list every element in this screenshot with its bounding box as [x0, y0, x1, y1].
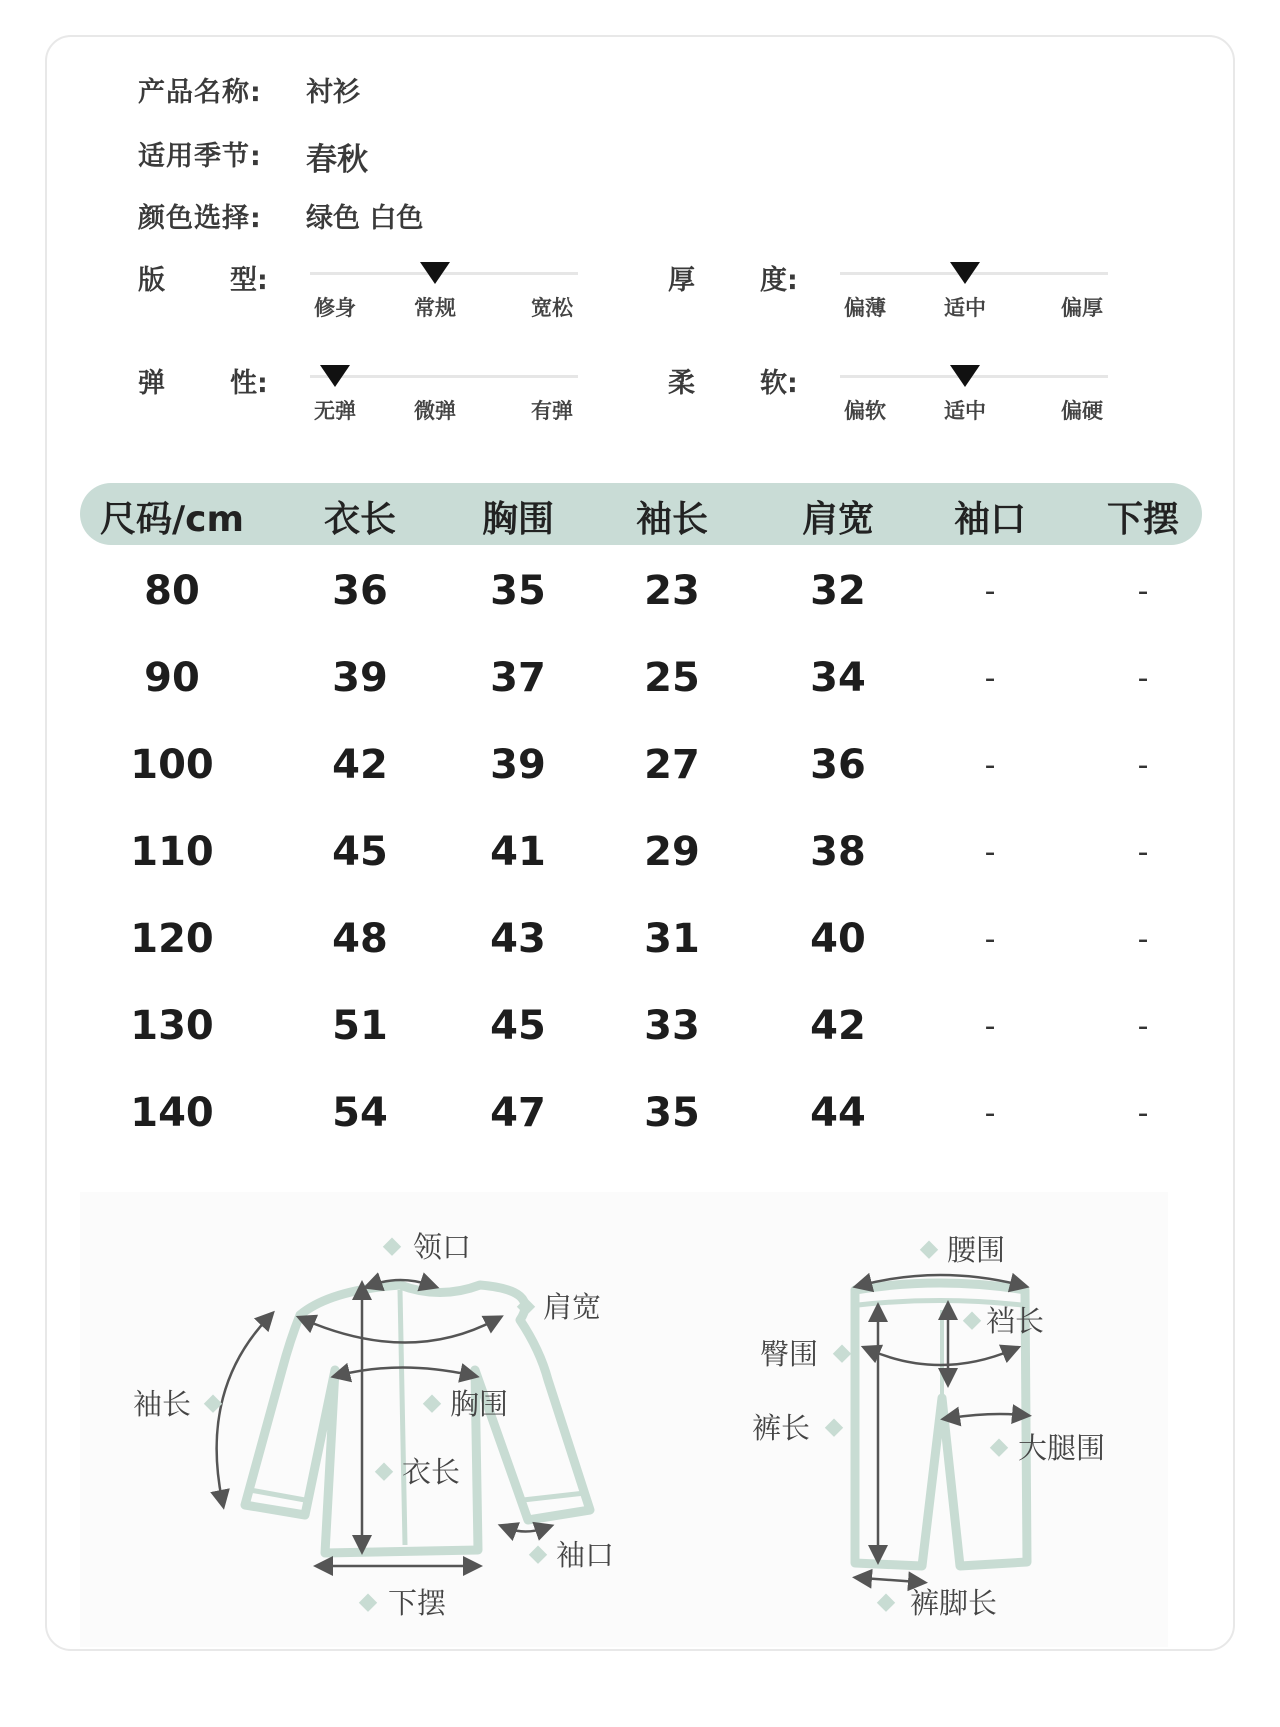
thigh-label: 大腿围 — [1018, 1431, 1106, 1465]
hem-label: 下摆 — [388, 1586, 447, 1620]
fit-option: 宽松 — [531, 296, 573, 320]
table-cell: 42 — [332, 742, 388, 788]
table-cell: 45 — [490, 1003, 546, 1049]
table-header-cell: 袖口 — [953, 499, 1027, 540]
table-cell: 48 — [332, 916, 388, 962]
softness-option: 偏硬 — [1061, 399, 1103, 423]
sleeve-label: 袖长 — [133, 1387, 192, 1421]
length-label: 衣长 — [402, 1455, 461, 1489]
table-cell: - — [984, 922, 996, 957]
rise-label: 裆长 — [986, 1304, 1045, 1338]
elasticity-option: 无弹 — [314, 399, 356, 423]
product-name-value: 衬衫 — [306, 77, 360, 108]
table-cell: - — [984, 835, 996, 870]
table-header-cell: 下摆 — [1106, 499, 1180, 540]
table-cell: 130 — [130, 1003, 214, 1049]
chest-label: 胸围 — [450, 1387, 509, 1421]
fit-option: 修身 — [314, 296, 356, 320]
leg-opening-label: 裤脚长 — [910, 1586, 998, 1620]
table-cell: - — [1137, 661, 1149, 696]
table-cell: 27 — [644, 742, 700, 788]
softness-option: 偏软 — [844, 399, 886, 423]
elasticity-option: 有弹 — [531, 399, 573, 423]
table-header-cell: 袖长 — [635, 499, 709, 540]
table-cell: 31 — [644, 916, 700, 962]
table-cell: - — [1137, 1096, 1149, 1131]
table-cell: 44 — [810, 1090, 866, 1136]
table-cell: - — [1137, 574, 1149, 609]
table-header-cell: 尺码/cm — [99, 499, 245, 540]
table-cell: 36 — [332, 568, 388, 614]
table-cell: 41 — [490, 829, 546, 875]
table-cell: 42 — [810, 1003, 866, 1049]
thickness-option: 偏薄 — [844, 296, 886, 320]
thickness-option: 适中 — [944, 296, 986, 320]
table-cell: 34 — [810, 655, 866, 701]
table-cell: 23 — [644, 568, 700, 614]
table-cell: 29 — [644, 829, 700, 875]
table-cell: 120 — [130, 916, 214, 962]
table-cell: 35 — [490, 568, 546, 614]
table-cell: - — [984, 1096, 996, 1131]
thickness-option: 偏厚 — [1061, 296, 1103, 320]
table-cell: 51 — [332, 1003, 388, 1049]
table-cell: 39 — [332, 655, 388, 701]
color-label: 颜色选择: — [138, 203, 262, 234]
table-cell: 25 — [644, 655, 700, 701]
product-name-label: 产品名称: — [138, 77, 262, 108]
pants-length-label: 裤长 — [752, 1411, 811, 1445]
table-cell: 40 — [810, 916, 866, 962]
table-cell: 100 — [130, 742, 214, 788]
table-cell: - — [984, 748, 996, 783]
table-cell: - — [1137, 1009, 1149, 1044]
table-cell: 54 — [332, 1090, 388, 1136]
cuff-label: 袖口 — [556, 1538, 615, 1572]
shoulder-label: 肩宽 — [543, 1290, 602, 1324]
table-cell: 45 — [332, 829, 388, 875]
table-cell: 110 — [130, 829, 214, 875]
table-cell: 32 — [810, 568, 866, 614]
elasticity-option: 微弹 — [414, 399, 456, 423]
table-cell: 47 — [490, 1090, 546, 1136]
softness-option: 适中 — [944, 399, 986, 423]
waist-label: 腰围 — [947, 1233, 1006, 1267]
table-cell: 37 — [490, 655, 546, 701]
table-cell: 36 — [810, 742, 866, 788]
season-value: 春秋 — [306, 142, 368, 178]
table-cell: 80 — [144, 568, 200, 614]
table-cell: 39 — [490, 742, 546, 788]
table-cell: 43 — [490, 916, 546, 962]
table-header-cell: 肩宽 — [801, 499, 875, 540]
table-cell: - — [1137, 748, 1149, 783]
color-value: 绿色 白色 — [306, 203, 424, 234]
table-cell: 35 — [644, 1090, 700, 1136]
table-cell: - — [1137, 922, 1149, 957]
table-cell: - — [984, 574, 996, 609]
fit-option: 常规 — [414, 296, 456, 320]
table-cell: 140 — [130, 1090, 214, 1136]
table-header-cell: 胸围 — [481, 499, 555, 540]
table-cell: - — [984, 1009, 996, 1044]
season-label: 适用季节: — [138, 141, 262, 172]
table-header-cell: 衣长 — [323, 499, 397, 540]
collar-label: 领口 — [413, 1230, 472, 1264]
table-cell: - — [984, 661, 996, 696]
table-cell: 38 — [810, 829, 866, 875]
shirt-icon — [245, 1285, 590, 1553]
hip-label: 臀围 — [760, 1337, 819, 1371]
table-cell: - — [1137, 835, 1149, 870]
table-cell: 33 — [644, 1003, 700, 1049]
table-cell: 90 — [144, 655, 200, 701]
